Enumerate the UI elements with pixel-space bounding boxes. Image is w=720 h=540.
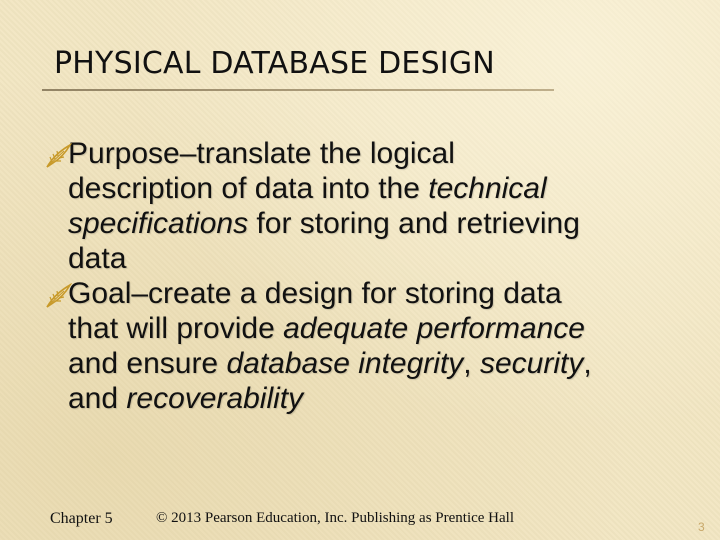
bullet-segment: and ensure xyxy=(68,347,227,380)
bullet-line xyxy=(68,136,712,171)
bullet-line xyxy=(68,381,712,416)
emphasized-text: database integrity xyxy=(226,347,464,380)
bullet-segment: and xyxy=(68,382,127,415)
bullet-segment: Purpose–translate the logical xyxy=(68,137,455,170)
bullet-line xyxy=(68,311,712,346)
slide xyxy=(8,8,710,534)
title-underline xyxy=(42,89,554,91)
bullet-segment: , xyxy=(583,347,592,380)
footer-chapter: Chapter 5 xyxy=(50,510,113,527)
quill-feather-icon xyxy=(44,143,72,169)
footer-copyright: © 2013 Pearson Education, Inc. Publishing as Prentice Hall xyxy=(156,510,515,526)
page-number: 3 xyxy=(698,520,705,534)
slide-title: PHYSICAL DATABASE DESIGN xyxy=(54,46,495,81)
bullet-line xyxy=(68,206,712,241)
bullet-segment: data xyxy=(68,242,127,275)
bullet-segment: description of data into the xyxy=(68,172,429,205)
bullet-segment: Goal–create a design for storing data xyxy=(68,277,562,310)
bullet-segment: that will provide xyxy=(68,312,284,345)
bullet-text xyxy=(68,276,712,416)
bullet-item xyxy=(32,136,712,276)
quill-feather-icon xyxy=(44,283,72,309)
emphasized-text: recoverability xyxy=(126,382,304,415)
bullet-segment: , xyxy=(463,347,480,380)
bullet-line xyxy=(68,171,712,206)
emphasized-text: adequate performance xyxy=(283,312,585,345)
emphasized-text: specifications xyxy=(68,207,249,240)
bullet-line xyxy=(68,276,712,311)
bullet-line xyxy=(68,346,712,381)
bullet-item xyxy=(32,276,712,416)
emphasized-text: security xyxy=(479,347,584,380)
emphasized-text: technical xyxy=(428,172,547,205)
bullet-segment: for storing and retrieving xyxy=(248,207,580,240)
bullet-text xyxy=(68,136,712,276)
bullet-list xyxy=(32,136,712,416)
bullet-line xyxy=(68,241,712,276)
